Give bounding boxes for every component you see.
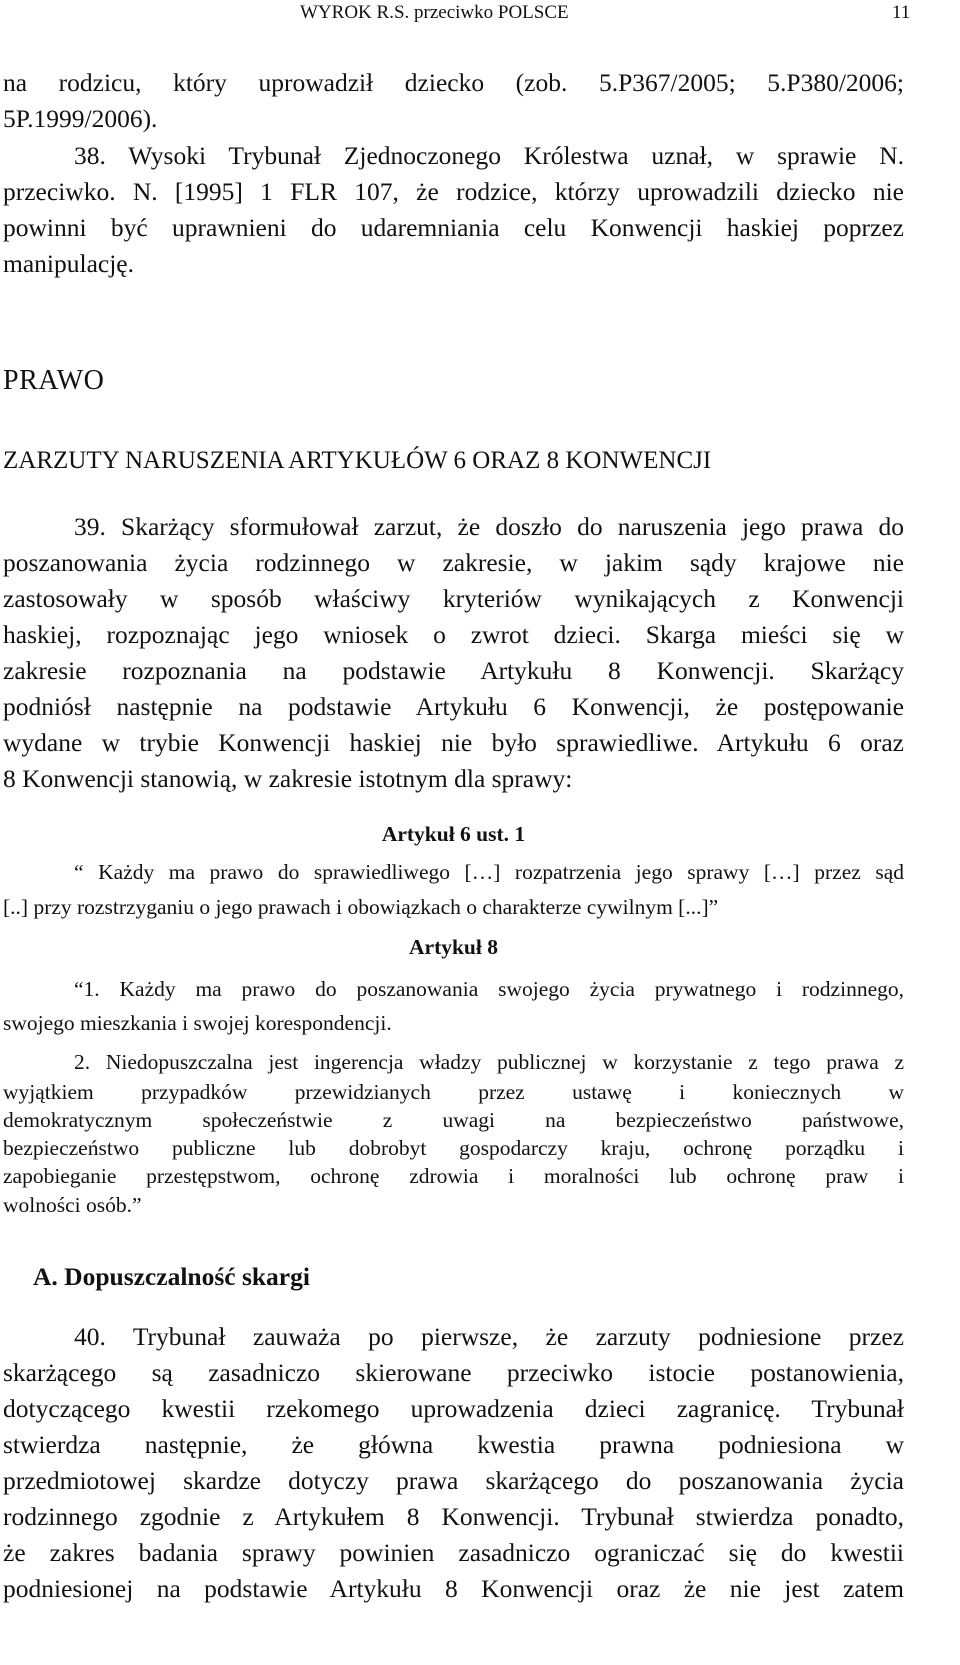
text-line: 5P.1999/2006). xyxy=(3,104,158,133)
paragraph-39-line: podniósł następnie na podstawie Artykułu 6 Konwencji, że postępowanie xyxy=(3,692,904,721)
paragraph-39-line: wydane w trybie Konwencji haskiej nie było sprawiedliwe. Artykułu 6 oraz xyxy=(3,728,904,757)
section-heading-prawo: PRAWO xyxy=(3,365,105,396)
paragraph-38-line: manipulację. xyxy=(3,249,134,278)
quote-line: 2. Niedopuszczalna jest ingerencja władzy publicznej w korzystanie z tego prawa z xyxy=(74,1050,904,1074)
quote-line: demokratycznym społeczeństwie z uwagi na bezpieczeństwo państwowe, xyxy=(3,1108,904,1132)
quote-line: [..] przy rozstrzyganiu o jego prawach i obowiązkach o charakterze cywilnym [...]” xyxy=(3,895,719,919)
paragraph-38-line: powinni być uprawnieni do udaremniania celu Konwencji haskiej poprzez xyxy=(3,213,904,242)
paragraph-40-line: podniesionej na podstawie Artykułu 8 Konwencji oraz że nie jest zatem xyxy=(3,1574,904,1603)
running-header xyxy=(0,2,960,28)
quote-line: bezpieczeństwo publiczne lub dobrobyt gospodarczy kraju, ochronę porządku i xyxy=(3,1136,904,1160)
paragraph-40-line: przedmiotowej skardze dotyczy prawa skarżącego do poszanowania życia xyxy=(3,1466,904,1495)
page-number: 11 xyxy=(892,2,911,23)
quote-line: wyjątkiem przypadków przewidzianych przez ustawę i koniecznych w xyxy=(3,1080,904,1104)
article-8-heading: Artykuł 8 xyxy=(409,935,498,959)
paragraph-39-line: 39. Skarżący sformułował zarzut, że doszło do naruszenia jego prawa do xyxy=(74,512,904,541)
paragraph-38-line: 38. Wysoki Trybunał Zjednoczonego Królestwa uznał, w sprawie N. xyxy=(74,141,904,170)
quote-line: swojego mieszkania i swojej korespondencji. xyxy=(3,1011,392,1035)
text-line: na rodzicu, który uprowadził dziecko (zob. 5.P367/2005; 5.P380/2006; xyxy=(3,68,904,97)
paragraph-40-line: dotyczącego kwestii rzekomego uprowadzenia dzieci zagranicę. Trybunał xyxy=(3,1394,904,1423)
section-heading-a: A. Dopuszczalność skargi xyxy=(33,1262,310,1291)
paragraph-40-line: skarżącego są zasadniczo skierowane przeciwko istocie postanowienia, xyxy=(3,1358,904,1387)
paragraph-40-line: rodzinnego zgodnie z Artykułem 8 Konwencji. Trybunał stwierdza ponadto, xyxy=(3,1502,904,1531)
paragraph-39-line: haskiej, rozpoznając jego wniosek o zwrot dzieci. Skarga mieści się w xyxy=(3,620,904,649)
article-6-heading: Artykuł 6 ust. 1 xyxy=(381,822,526,846)
paragraph-39-line: zastosowały w sposób właściwy kryteriów wynikających z Konwencji xyxy=(3,584,904,613)
paragraph-39-line: 8 Konwencji stanowią, w zakresie istotnym dla sprawy: xyxy=(3,764,573,793)
paragraph-40-line: stwierdza następnie, że główna kwestia prawna podniesiona w xyxy=(3,1430,904,1459)
quote-line: zapobieganie przestępstwom, ochronę zdrowia i moralności lub ochronę praw i xyxy=(3,1164,904,1188)
quote-line: “ Każdy ma prawo do sprawiedliwego […] rozpatrzenia jego sprawy […] przez sąd xyxy=(74,860,904,884)
paragraph-38-line: przeciwko. N. [1995] 1 FLR 107, że rodzice, którzy uprowadzili dziecko nie xyxy=(3,177,904,206)
paragraph-39-line: poszanowania życia rodzinnego w zakresie, w jakim sądy krajowe nie xyxy=(3,548,904,577)
quote-line: “1. Każdy ma prawo do poszanowania swojego życia prywatnego i rodzinnego, xyxy=(74,977,904,1001)
header-title: WYROK R.S. przeciwko POLSCE xyxy=(300,2,569,23)
paragraph-40-line: że zakres badania sprawy powinien zasadniczo ograniczać się do kwestii xyxy=(3,1538,904,1567)
paragraph-40-line: 40. Trybunał zauważa po pierwsze, że zarzuty podniesione przez xyxy=(74,1322,904,1351)
subsection-heading: ZARZUTY NARUSZENIA ARTYKUŁÓW 6 ORAZ 8 KONWENCJI xyxy=(3,447,712,474)
quote-line: wolności osób.” xyxy=(3,1193,142,1217)
paragraph-39-line: zakresie rozpoznania na podstawie Artykułu 8 Konwencji. Skarżący xyxy=(3,656,904,685)
